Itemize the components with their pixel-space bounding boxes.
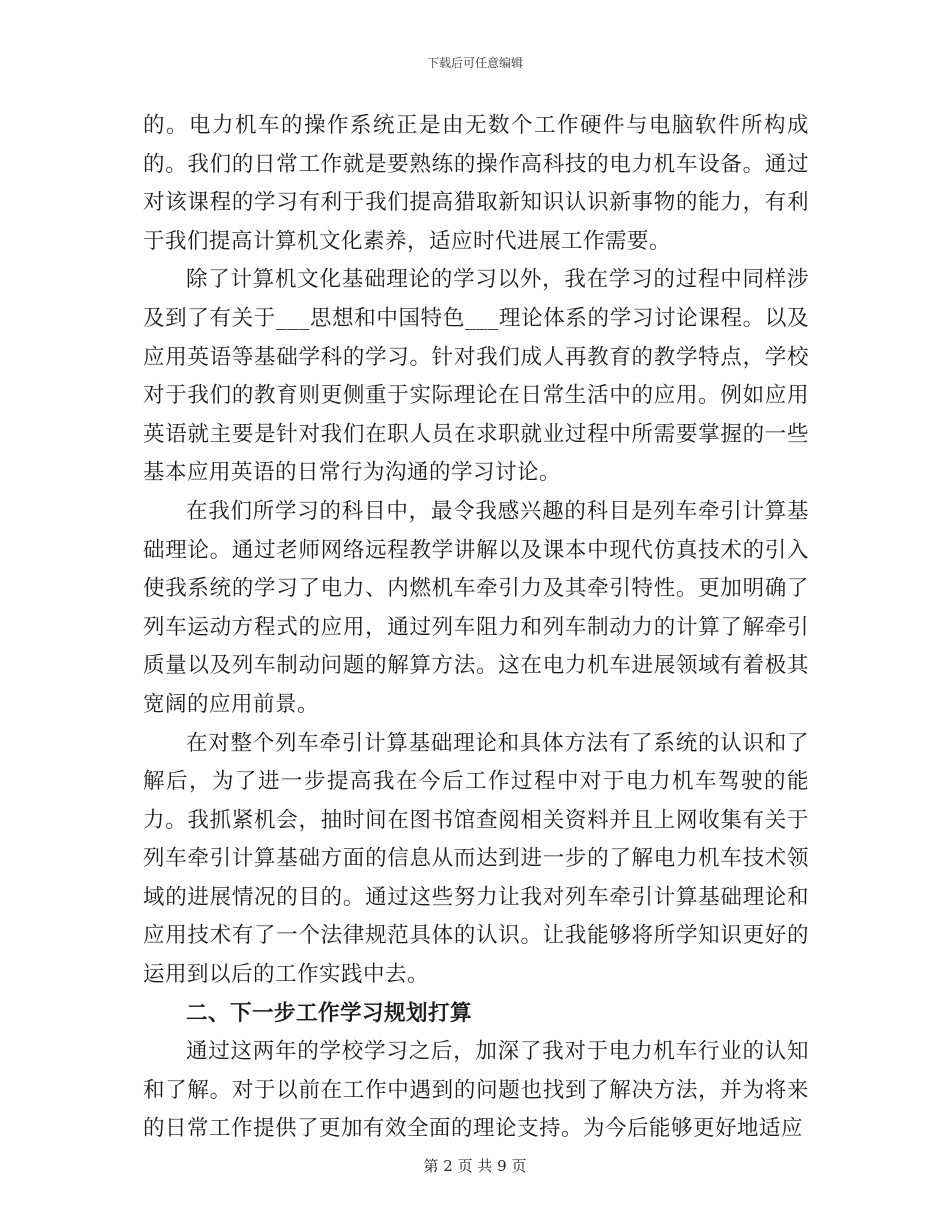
page-header: 下载后可任意编辑 [426,56,523,70]
paragraph-2: 除了计算机文化基础理论的学习以外，我在学习的过程中同样涉及到了有关于___思想和中国特色___理论体系的学习讨论课程。以及应用英语等基础学科的学习。针对我们成人再教育的教学特点，学校对于我们的教育则更侧重于实际理论在日常生活中的应用。例如应用英语就主要是针对我们在职人员在求职就业过程中所需要掌握的一些基本应用英语的日常行为沟通的学习讨论。 [143,267,809,486]
paragraph-1: 的。电力机车的操作系统正是由无数个工作硬件与电脑软件所构成的。我们的日常工作就是要熟练的操作高科技的电力机车设备。通过对该课程的学习有利于我们提高猎取新知识认识新事物的能力，有利于我们提高计算机文化素养，适应时代进展工作需要。 [143,113,809,254]
document-body [143,107,809,1149]
paragraph-5: 通过这两年的学校学习之后，加深了我对于电力机车行业的认知和了解。对于以前在工作中遇到的问题也找到了解决方法，并为将来的日常工作提供了更加有效全面的理论支持。为今后能够更好地适应 [143,1039,809,1142]
page-number-footer: 第 2 页 共 9 页 [423,1157,527,1175]
section-heading: 二、下一步工作学习规划打算 [186,1000,473,1026]
paragraph-4: 在对整个列车牵引计算基础理论和具体方法有了系统的认识和了解后，为了进一步提高我在今后工作过程中对于电力机车驾驶的能力。我抓紧机会，抽时间在图书馆查阅相关资料并且上网收集有关于列车牵引计算基础方面的信息从而达到进一步的了解电力机车技术领域的进展情况的目的。通过这些努力让我对列车牵引计算基础理论和应用技术有了一个法律规范具体的认识。让我能够将所学知识更好的运用到以后的工作实践中去。 [143,730,809,988]
paragraph-3: 在我们所学习的科目中，最令我感兴趣的科目是列车牵引计算基础理论。通过老师网络远程教学讲解以及课本中现代仿真技术的引入使我系统的学习了电力、内燃机车牵引力及其牵引特性。更加明确了列车运动方程式的应用，通过列车阻力和列车制动力的计算了解牵引质量以及列车制动问题的解算方法。这在电力机车进展领域有着极其宽阔的应用前景。 [143,498,809,717]
